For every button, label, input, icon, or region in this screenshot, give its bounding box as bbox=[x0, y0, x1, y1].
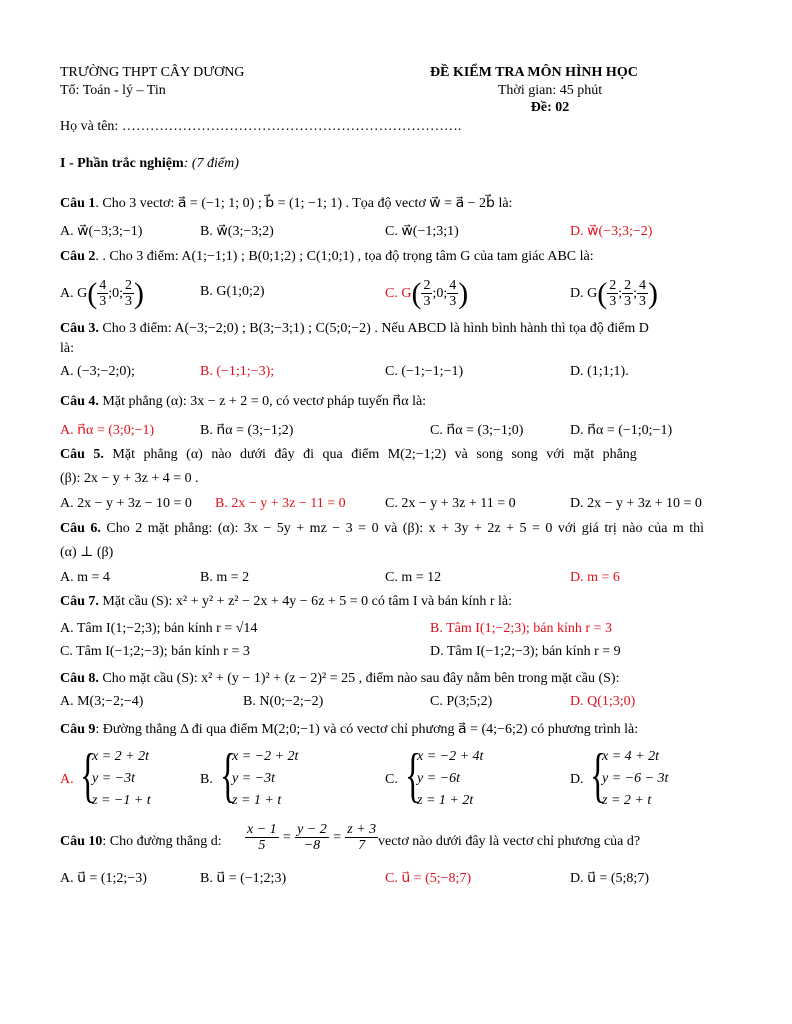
exam-title: ĐỀ KIỂM TRA MÔN HÌNH HỌC bbox=[430, 65, 638, 80]
section-title bbox=[60, 155, 239, 173]
q9-option-c bbox=[385, 742, 525, 812]
option-a: A. Tâm I(1;−2;3); bán kính r = √14 bbox=[60, 621, 258, 636]
question-9 bbox=[60, 721, 732, 739]
question-text: Cho mặt cầu (S): x² + (y − 1)² + (z − 2)² = 25 , điểm nào sau đây nằm bên trong mặt cầu (S): bbox=[98, 671, 620, 686]
question-8 bbox=[60, 670, 732, 688]
option-c: C. 2x − y + 3z + 11 = 0 bbox=[385, 496, 516, 511]
option-a: A. u⃗ = (1;2;−3) bbox=[60, 871, 147, 886]
option-c: C. m = 12 bbox=[385, 570, 442, 585]
option-d: D. (1;1;1). bbox=[570, 364, 629, 379]
option-b: B. N(0;−2;−2) bbox=[243, 694, 324, 709]
question-label: Câu 8. bbox=[60, 671, 99, 686]
question-3-options bbox=[60, 363, 732, 383]
option-b: B. m = 2 bbox=[200, 570, 250, 585]
question-10-options bbox=[60, 870, 732, 890]
option-label: C. bbox=[385, 772, 398, 787]
header-right bbox=[430, 64, 670, 117]
question-label: Câu 9 bbox=[60, 722, 96, 737]
brace-icon: { bbox=[80, 742, 96, 808]
option-c: C. n⃗α = (3;−1;0) bbox=[430, 423, 524, 438]
option-d: D. u⃗ = (5;8;7) bbox=[570, 871, 649, 886]
question-label: Câu 4. bbox=[60, 394, 99, 409]
q9-option-a bbox=[60, 742, 190, 812]
option-c: C. G( $\frac{2}{3}$ ;0; $\frac{4}{3}$ ) bbox=[385, 277, 469, 310]
question-8-options bbox=[60, 693, 732, 713]
option-label: B. bbox=[200, 772, 213, 787]
option-d: D. Q(1;3;0) bbox=[570, 694, 636, 709]
brace-icon: { bbox=[405, 742, 421, 808]
option-label: D. bbox=[570, 772, 584, 787]
q9-option-d bbox=[570, 742, 710, 812]
option-b: B. Tâm I(1;−2;3); bán kính r = 3 bbox=[430, 621, 612, 636]
option-b: B. (−1;1;−3); bbox=[200, 364, 275, 379]
question-text: . Cho 3 vectơ: a⃗ = (−1; 1; 0) ; b⃗ = (1; −1; 1) . Tọa độ vectơ w⃗ = a⃗ − 2b⃗ là: bbox=[95, 196, 513, 211]
question-label: Câu 3. bbox=[60, 321, 99, 336]
brace-icon: { bbox=[590, 742, 606, 808]
exam-code: Đề: 02 bbox=[530, 100, 570, 115]
option-c: C. P(3;5;2) bbox=[430, 694, 493, 709]
q9-option-b bbox=[200, 742, 340, 812]
student-name-line: Họ và tên: ………………………………………………………………. bbox=[60, 119, 462, 134]
option-d: D. 2x − y + 3z + 10 = 0 bbox=[570, 496, 702, 511]
question-label: Câu 1 bbox=[60, 196, 96, 211]
question-4 bbox=[60, 393, 732, 411]
equation-system: { x = 4 + 2t y = −6 − 3t z = 2 + t bbox=[590, 742, 669, 808]
question-label: Câu 2 bbox=[60, 249, 96, 264]
question-label: Câu 6. bbox=[60, 521, 101, 536]
question-text: Mặt cầu (S): x² + y² + z² − 2x + 4y − 6z + 5 = 0 có tâm I và bán kính r là: bbox=[98, 594, 513, 609]
option-c: C. w⃗(−1;3;1) bbox=[385, 224, 459, 239]
option-d: D. n⃗α = (−1;0;−1) bbox=[570, 423, 673, 438]
question-text: . . Cho 3 điểm: A(1;−1;1) ; B(0;1;2) ; C(1;0;1) , tọa độ trọng tâm G của tam giác ABC là: bbox=[95, 249, 594, 264]
header-left bbox=[60, 64, 244, 99]
question-3 bbox=[60, 320, 732, 338]
option-d: D. G( $\frac{2}{3}$ ; $\frac{2}{3}$ ; $\frac{4}{3}$ ) bbox=[570, 277, 659, 310]
question-7 bbox=[60, 593, 732, 611]
option-d: D. Tâm I(−1;2;−3); bán kính r = 9 bbox=[430, 644, 621, 659]
option-c: C. (−1;−1;−1) bbox=[385, 364, 464, 379]
department: Tổ: Toán - lý – Tin bbox=[60, 82, 166, 98]
option-b: B. G(1;0;2) bbox=[200, 284, 265, 299]
option-b: B. n⃗α = (3;−1;2) bbox=[200, 423, 294, 438]
school-name: TRƯỜNG THPT CÂY DƯƠNG bbox=[60, 65, 245, 80]
option-a: A. M(3;−2;−4) bbox=[60, 694, 144, 709]
option-c: C. u⃗ = (5;−8;7) bbox=[385, 871, 472, 886]
option-a: A. m = 4 bbox=[60, 570, 110, 585]
equation-system: { x = −2 + 4t y = −6t z = 1 + 2t bbox=[405, 742, 484, 808]
option-d: D. w⃗(−3;3;−2) bbox=[570, 224, 653, 239]
question-10 bbox=[60, 822, 732, 862]
option-label: A. bbox=[60, 772, 74, 787]
question-5-continued: (β): 2x − y + 3z + 4 = 0 . bbox=[60, 471, 199, 486]
option-a: A. G( $\frac{4}{3}$ ;0; $\frac{2}{3}$ ) bbox=[60, 277, 145, 310]
question-3-continued: là: bbox=[60, 341, 74, 356]
question-6 bbox=[60, 520, 732, 538]
question-4-options bbox=[60, 422, 732, 442]
question-text: Cho 2 mặt phẳng: (α): 3x − 5y + mz − 3 = 0 và (β): x + 3y + 2z + 5 = 0 với giá trị nào của m thì bbox=[100, 521, 705, 536]
line-equation: $\frac{x - 1}{5}$ = $\frac{y - 2}{-8}$ = $\frac{z + 3}{7}$ bbox=[247, 822, 377, 854]
question-7-options-row1 bbox=[60, 620, 732, 640]
question-label: Câu 10 bbox=[60, 834, 103, 849]
section-points: : (7 điểm) bbox=[183, 156, 239, 171]
option-d: D. m = 6 bbox=[570, 570, 620, 585]
question-text: : Đường thẳng Δ đi qua điểm M(2;0;−1) và có vectơ chỉ phương a⃗ = (4;−6;2) có phương trình là: bbox=[95, 722, 639, 737]
question-2 bbox=[60, 248, 732, 266]
option-b: B. w⃗(3;−3;2) bbox=[200, 224, 274, 239]
exam-duration: Thời gian: 45 phút bbox=[497, 82, 603, 98]
question-2-options bbox=[60, 277, 732, 310]
option-c: C. Tâm I(−1;2;−3); bán kính r = 3 bbox=[60, 644, 250, 659]
option-a: A. n⃗α = (3;0;−1) bbox=[60, 423, 155, 438]
brace-icon: { bbox=[220, 742, 236, 808]
option-a: A. (−3;−2;0); bbox=[60, 364, 135, 379]
option-b: B. 2x − y + 3z − 11 = 0 bbox=[215, 496, 346, 511]
option-b: B. u⃗ = (−1;2;3) bbox=[200, 871, 287, 886]
question-6-continued: (α) ⊥ (β) bbox=[60, 545, 114, 560]
question-label: Câu 7. bbox=[60, 594, 99, 609]
equation-system: { x = −2 + 2t y = −3t z = 1 + t bbox=[220, 742, 299, 808]
question-text: Mặt phẳng (α) nào dưới đây đi qua điểm M(2;−1;2) và song song với mặt phẳng bbox=[103, 447, 637, 462]
option-a: A. 2x − y + 3z − 10 = 0 bbox=[60, 496, 192, 511]
question-text: : Cho đường thẳng d: bbox=[102, 834, 222, 849]
question-text: Cho 3 điểm: A(−3;−2;0) ; B(3;−3;1) ; C(5;0;−2) . Nếu ABCD là hình bình hành thì tọa độ điểm D bbox=[98, 321, 649, 336]
question-7-options-row2 bbox=[60, 643, 732, 663]
question-label: Câu 5. bbox=[60, 447, 104, 462]
question-text: Mặt phẳng (α): 3x − z + 2 = 0, có vectơ pháp tuyến n⃗α là: bbox=[98, 394, 427, 409]
question-5 bbox=[60, 446, 732, 464]
question-5-options bbox=[60, 495, 732, 515]
option-a: A. w⃗(−3;3;−1) bbox=[60, 224, 143, 239]
section-title-text: I - Phần trắc nghiệm bbox=[60, 156, 184, 171]
equation-system: { x = 2 + 2t y = −3t z = −1 + t bbox=[80, 742, 151, 808]
question-6-options bbox=[60, 569, 732, 589]
question-1-options bbox=[60, 223, 732, 243]
question-1 bbox=[60, 195, 732, 213]
question-text-after: vectơ nào dưới đây là vectơ chỉ phương của d? bbox=[378, 834, 641, 849]
